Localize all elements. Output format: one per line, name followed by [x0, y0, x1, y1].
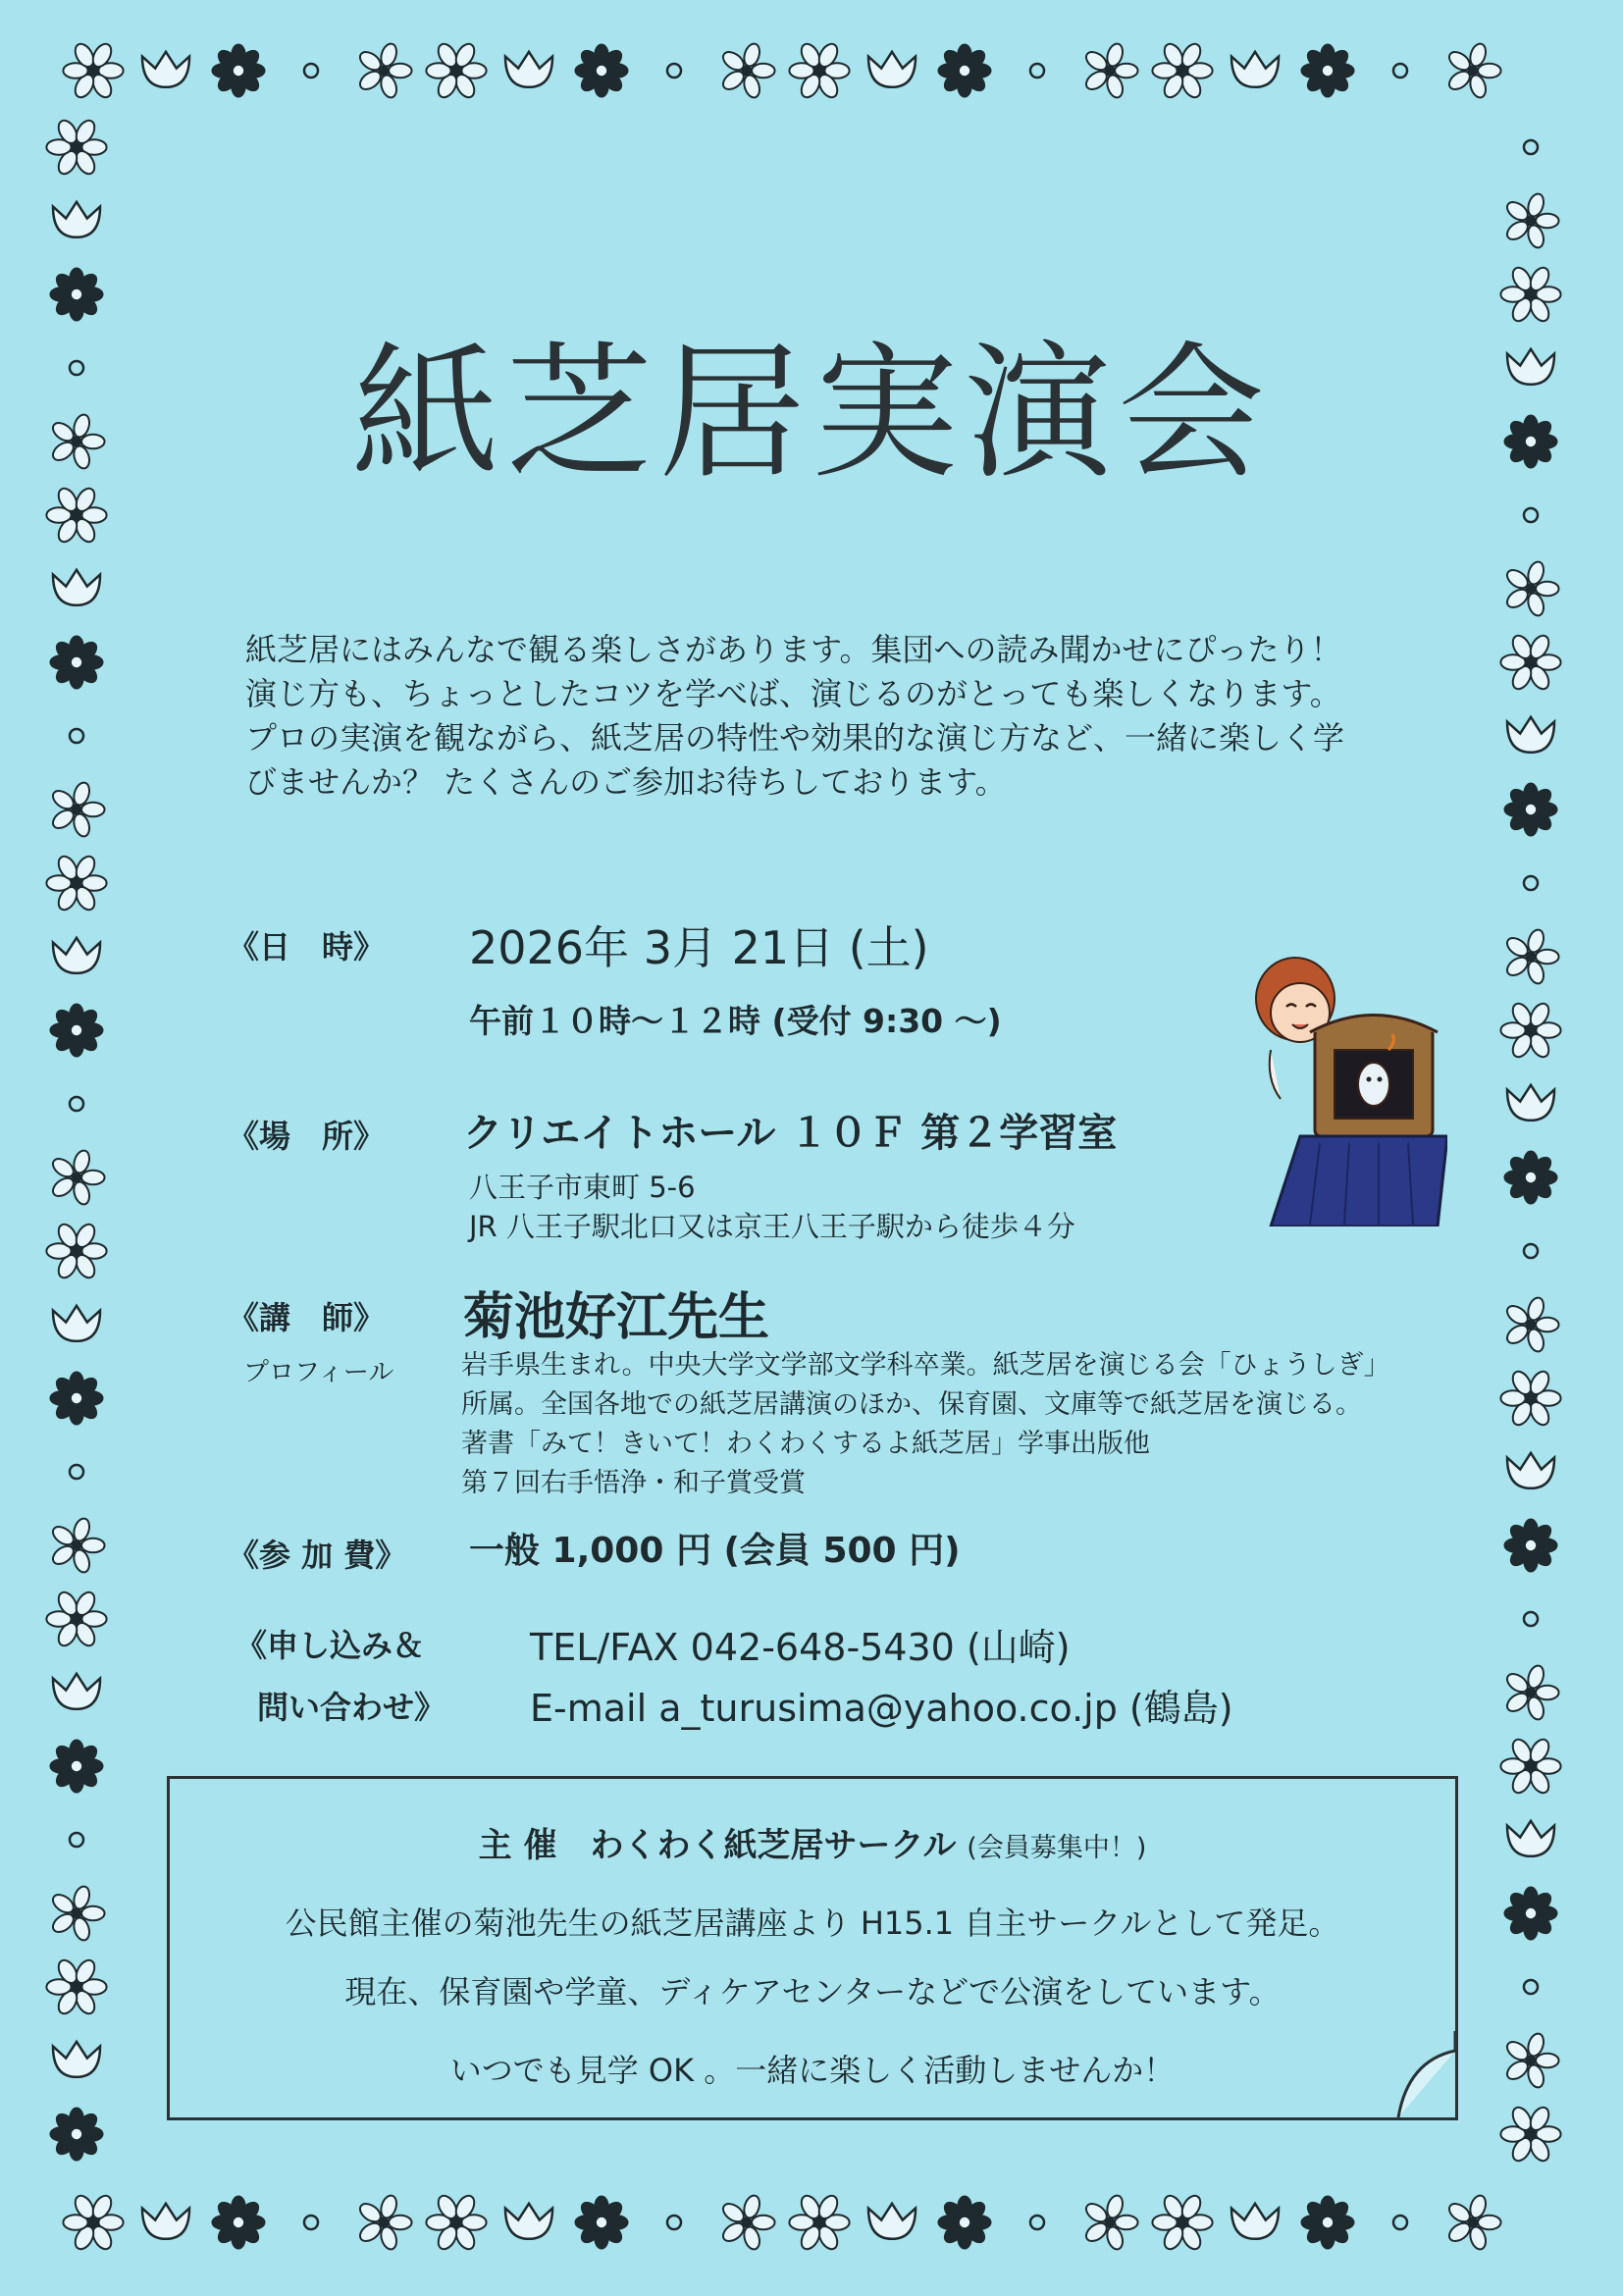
dot-icon: [1030, 2216, 1044, 2229]
flower-icon: [46, 854, 106, 913]
dot-icon: [1524, 140, 1538, 154]
flower-icon: [789, 41, 849, 101]
organizer-box: [167, 1776, 1458, 2120]
page-curl-icon: [1369, 2031, 1457, 2119]
flower-icon: [938, 2196, 990, 2248]
dot-icon: [667, 2216, 681, 2229]
flower-icon: [46, 1222, 106, 1281]
dot-icon: [1393, 2216, 1407, 2229]
dot-icon: [1524, 876, 1538, 890]
flower-icon: [50, 781, 105, 839]
dot-icon: [304, 64, 318, 78]
tulip-icon: [868, 52, 916, 87]
dot-icon: [70, 1097, 83, 1111]
contact-tel: TEL/FAX 042-648-5430 (山崎): [530, 1626, 1071, 1669]
flower-icon: [1152, 2193, 1212, 2253]
flower-icon: [789, 2193, 849, 2253]
tulip-icon: [505, 2204, 552, 2239]
flower-icon: [575, 44, 627, 96]
flower-icon: [1446, 42, 1501, 100]
lecturer-name: 菊池好江先生: [463, 1288, 770, 1347]
contact-email: E-mail a_turusima@yahoo.co.jp (鶴島): [530, 1687, 1233, 1730]
organizer-line: いつでも見学 OK 。一緒に楽しく活動しませんか！: [449, 2052, 1176, 2089]
tulip-icon: [53, 570, 100, 605]
flower-icon: [720, 42, 775, 100]
date-label: 《日 時》: [228, 928, 386, 965]
organizer-line: 公民館主催の菊池先生の紙芝居講座より H15.1 自主サークルとして発足。: [285, 1905, 1340, 1942]
flower-icon: [50, 2108, 102, 2160]
page-title: 紙芝居実演会: [351, 329, 1271, 499]
tulip-icon: [53, 938, 100, 973]
profile-line: 所属。全国各地での紙芝居講演のほか、保育園、文庫等で紙芝居を演じる。: [461, 1389, 1362, 1420]
flower-icon: [1504, 2032, 1559, 2090]
flower-icon: [1083, 2194, 1138, 2252]
tulip-icon: [1231, 2204, 1279, 2239]
tulip-icon: [1507, 717, 1554, 753]
flower-icon: [1500, 1737, 1560, 1797]
intro-text: [245, 628, 1423, 805]
lecturer-profile: [461, 1346, 1390, 1503]
intro-line: プロの実演を観ながら、紙芝居の特性や効果的な演じ方など、一緒に楽しく学: [245, 719, 1345, 757]
dot-icon: [1393, 64, 1407, 78]
flower-icon: [50, 1372, 102, 1424]
flower-icon: [1152, 41, 1212, 101]
flower-icon: [1504, 1151, 1556, 1203]
dot-icon: [1524, 1244, 1538, 1258]
flower-icon: [63, 41, 123, 101]
organizer-title: [170, 1818, 1455, 1866]
dot-icon: [1524, 1612, 1538, 1626]
dot-icon: [70, 1465, 83, 1479]
profile-label: プロフィール: [243, 1358, 394, 1387]
flower-icon: [50, 1885, 105, 1943]
flower-icon: [1504, 783, 1556, 835]
profile-line: 岩手県生まれ。中央大学文学部文学科卒業。紙芝居を演じる会「ひょうしぎ」: [461, 1350, 1390, 1381]
dot-icon: [70, 1833, 83, 1847]
flower-icon: [1504, 1519, 1556, 1571]
flower-icon: [46, 118, 106, 178]
flower-icon: [426, 2193, 486, 2253]
kamishibai-performer-illustration: [1241, 942, 1447, 1226]
intro-line: 紙芝居にはみんなで観る楽しさがあります。集団への読み聞かせにぴったり！: [245, 631, 1342, 668]
place-address: 八王子市東町 5-6: [469, 1171, 696, 1204]
tulip-icon: [53, 2042, 100, 2077]
flower-icon: [1504, 192, 1559, 250]
flower-icon: [1500, 2105, 1560, 2165]
tulip-icon: [142, 2204, 189, 2239]
tulip-icon: [142, 52, 189, 87]
flower-icon: [1504, 560, 1559, 618]
organizer-name: 主 催 わくわく紙芝居サークル: [478, 1826, 957, 1865]
flower-icon: [426, 41, 486, 101]
fee-label: 《参 加 費》: [228, 1537, 407, 1574]
tulip-icon: [1231, 52, 1279, 87]
flower-icon: [212, 2196, 264, 2248]
flower-icon: [1504, 1887, 1556, 1939]
fee-value: 一般 1,000 円 (会員 500 円): [469, 1531, 961, 1571]
flower-icon: [1504, 1664, 1559, 1722]
flower-icon: [1504, 1296, 1559, 1354]
flower-icon: [720, 2194, 775, 2252]
flower-icon: [46, 1957, 106, 2017]
flower-icon: [50, 1517, 105, 1575]
contact-label-line-2: 問い合わせ》: [257, 1689, 446, 1726]
dot-icon: [1524, 1980, 1538, 1994]
flower-icon: [1500, 1001, 1560, 1061]
dot-icon: [70, 729, 83, 743]
flower-icon: [938, 44, 990, 96]
organizer-line: 現在、保育園や学童、ディケアセンターなどで公演をしています。: [344, 1973, 1281, 2010]
flower-icon: [1504, 928, 1559, 986]
tulip-icon: [53, 202, 100, 237]
flower-icon: [50, 636, 102, 688]
dot-icon: [1030, 64, 1044, 78]
flower-icon: [1446, 2194, 1501, 2252]
tulip-icon: [53, 1306, 100, 1341]
place-value: クリエイトホール １０Ｆ 第２学習室: [463, 1111, 1118, 1156]
flower-icon: [50, 1004, 102, 1056]
flower-icon: [1301, 44, 1353, 96]
intro-line: びませんか？ たくさんのご参加お待ちしております。: [245, 763, 1007, 801]
flower-icon: [50, 1740, 102, 1792]
flower-icon: [1301, 2196, 1353, 2248]
profile-line: 第７回右手悟浄・和子賞受賞: [461, 1468, 806, 1498]
contact-label-line-1: 《申し込み＆: [236, 1627, 425, 1664]
tulip-icon: [868, 2204, 916, 2239]
place-access: JR 八王子駅北口又は京王八王子駅から徒歩４分: [469, 1210, 1075, 1243]
flower-icon: [63, 2193, 123, 2253]
tulip-icon: [505, 52, 552, 87]
intro-line: 演じ方も、ちょっとしたコツを学べば、演じるのがとっても楽しくなります。: [245, 675, 1341, 712]
time-value: 午前１０時～１２時 (受付 9:30 ～): [469, 1002, 1002, 1040]
tulip-icon: [53, 1674, 100, 1709]
flower-icon: [1500, 1369, 1560, 1429]
flower-icon: [357, 2194, 412, 2252]
tulip-icon: [1507, 1085, 1554, 1121]
profile-line: 著書「みて！きいて！わくわくするよ紙芝居」学事出版他: [461, 1429, 1150, 1459]
flower-icon: [1500, 633, 1560, 693]
flower-icon: [212, 44, 264, 96]
date-value: 2026年 3月 21日 (土): [469, 921, 929, 974]
dot-icon: [667, 64, 681, 78]
place-label: 《場 所》: [228, 1118, 386, 1155]
dot-icon: [304, 2216, 318, 2229]
organizer-note: (会員募集中！): [967, 1833, 1147, 1863]
flower-icon: [1083, 42, 1138, 100]
flower-icon: [575, 2196, 627, 2248]
tulip-icon: [1507, 1453, 1554, 1488]
flower-icon: [46, 1590, 106, 1649]
flower-icon: [357, 42, 412, 100]
dot-icon: [1524, 508, 1538, 522]
tulip-icon: [1507, 1821, 1554, 1856]
lecturer-label: 《講 師》: [228, 1299, 386, 1336]
flower-icon: [50, 1149, 105, 1207]
